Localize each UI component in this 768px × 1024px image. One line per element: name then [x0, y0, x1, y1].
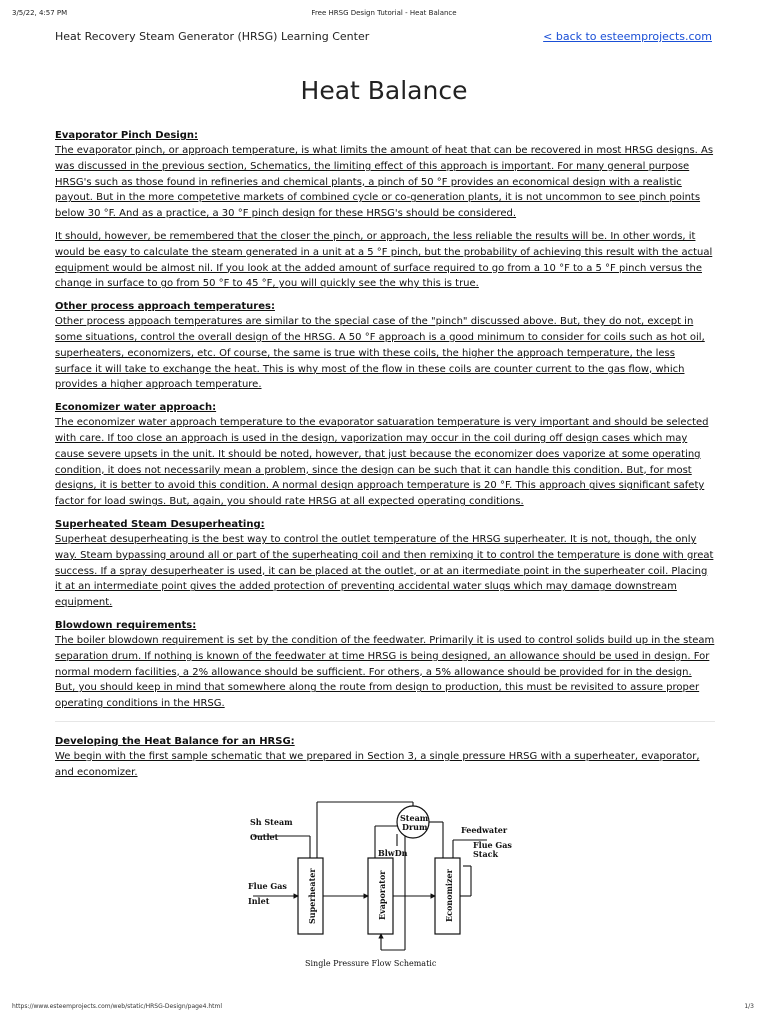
section-desuperheating — [55, 517, 715, 611]
economizer-label: Economizer — [444, 869, 454, 922]
section-economizer-approach — [55, 400, 715, 510]
section-paragraph: We begin with the first sample schematic that we prepared in Section 3, a single pressure HRSG with a superheater, evaporator, and economizer. — [55, 750, 700, 778]
diagram-caption: Single Pressure Flow Schematic — [305, 959, 437, 968]
section-blowdown — [55, 618, 715, 712]
back-link[interactable]: < back to esteemprojects.com — [543, 30, 712, 43]
drum-label: Drum — [402, 822, 428, 832]
sh-steam-label: Sh Steam — [250, 817, 293, 827]
print-page-number: 1/3 — [744, 1003, 754, 1010]
evaporator-label: Evaporator — [377, 870, 387, 920]
section-heading: Superheated Steam Desuperheating: — [55, 518, 265, 530]
blwdn-label: BlwDn — [378, 848, 408, 858]
site-header — [0, 30, 768, 50]
superheater-label: Superheater — [307, 868, 317, 924]
stack-label: Stack — [473, 849, 499, 859]
page-title: Heat Balance — [300, 76, 468, 105]
section-paragraph: It should, however, be remembered that the closer the pinch, or approach, the less reliable the results will be. In other words, it would be easy to calculate the steam generated in a unit at a 5 °F pinch, but the probability of achieving this result with the actual equipment would be almost nil. If you look at the added amount of surface required to go from a 10 °F to a 5 °F pinch versus the change in surface to go from 50 °F to 45 °F, you will quickly see the why this is true. — [55, 230, 713, 290]
section-paragraph: Superheat desuperheating is the best way to control the outlet temperature of the HRSG superheater. It is not, though, the only way. Steam bypassing around all or part of the superheating coil and then remixing it to control the temperature is done with great success. If a spray desuperheater is used, it can be placed at the outlet, or at an itermediate point in the superheater coil. Placing it at an intermediate point gives the added protection of preventing accidental water slugs which may damage downstream equipment. — [55, 533, 714, 609]
section-heading: Blowdown requirements: — [55, 619, 197, 631]
feedwater-label: Feedwater — [461, 825, 508, 835]
section-evaporator-pinch — [55, 128, 715, 292]
single-pressure-flow-schematic — [245, 796, 512, 976]
section-heading: Economizer water approach: — [55, 402, 217, 414]
section-paragraph: The boiler blowdown requirement is set by the condition of the feedwater. Primarily it is used to control solids build up in the steam separation drum. If nothing is known of the feedwater at time HRSG is being designed, an allowance should be used in design. For normal modern facilities, a 2% allowance should be sufficient. For others, a 5% allowance should be provided for in the design. But, you should keep in mind that somewhere along the route from design to production, this must be revisited to assure proper operating conditions in the HRSG. — [55, 634, 715, 710]
inlet-label: Inlet — [248, 896, 270, 906]
section-paragraph: Other process appoach temperatures are similar to the special case of the "pinch" discussed above. But, they do not, except in some situations, control the overall design of the HRSG. A 50 °F approach is a good minimum to consider for coils such as hot oil, superheaters, economizers, etc. Of course, the same is true with these coils, the higher the approach temperature, the less surface it will take to exchange the heat. This is why most of the flow in these coils are counter current to the gas flow, which provides a higher approach temperature. — [55, 316, 705, 391]
section-paragraph: The economizer water approach temperature to the evaporator satuaration temperature is very important and should be selected with care. If too close an approach is used in the design, vaporization may occur in the coil during off design cases which may cause severe upsets in the unit. It should be noted, however, that just because the economizer does vaporize at some operating condition, it does not necessarily mean a problem, since the design can be such that it can handle this condition. But, for most designs, it is better to avoid this condition. A normal design approach temperature is 20 °F. This approach gives significant safety factor for load swings. But, again, you should rate HRSG at all expected operating conditions. — [55, 417, 709, 508]
print-timestamp: 3/5/22, 4:57 PM — [12, 9, 68, 17]
flue-gas-stack-label: Flue Gas — [473, 840, 512, 850]
divider — [55, 721, 715, 722]
outlet-label: Outlet — [250, 832, 279, 842]
print-url: https://www.esteemprojects.com/web/static/HRSG-Design/page4.html — [12, 1003, 223, 1010]
print-page-title: Free HRSG Design Tutorial - Heat Balance — [311, 9, 457, 17]
section-heading: Evaporator Pinch Design: — [55, 130, 199, 141]
section-paragraph: The evaporator pinch, or approach temperature, is what limits the amount of heat that can be recovered in most HRSG designs. As was discussed in the previous section, Schematics, the limiting effect of this approach is important. For many general purpose HRSG's such as those found in refineries and chemical plants, a pinch of 50 °F provides an economical design with a realistic payout. But in the more competetive markets of combined cycle or co-generation plants, it is not uncommon to see pinch points below 30 °F. And as a practice, a 30 °F pinch design for these HRSG's should be considered. — [55, 145, 714, 220]
steam-label: Steam — [400, 813, 429, 823]
site-title: Heat Recovery Steam Generator (HRSG) Learning Center — [55, 30, 370, 43]
flue-gas-inlet-label: Flue Gas — [248, 881, 287, 891]
article-content — [55, 128, 715, 781]
section-heading: Developing the Heat Balance for an HRSG: — [55, 735, 295, 747]
section-developing — [55, 734, 715, 781]
section-other-approach — [55, 299, 715, 393]
section-heading: Other process approach temperatures: — [55, 301, 275, 313]
